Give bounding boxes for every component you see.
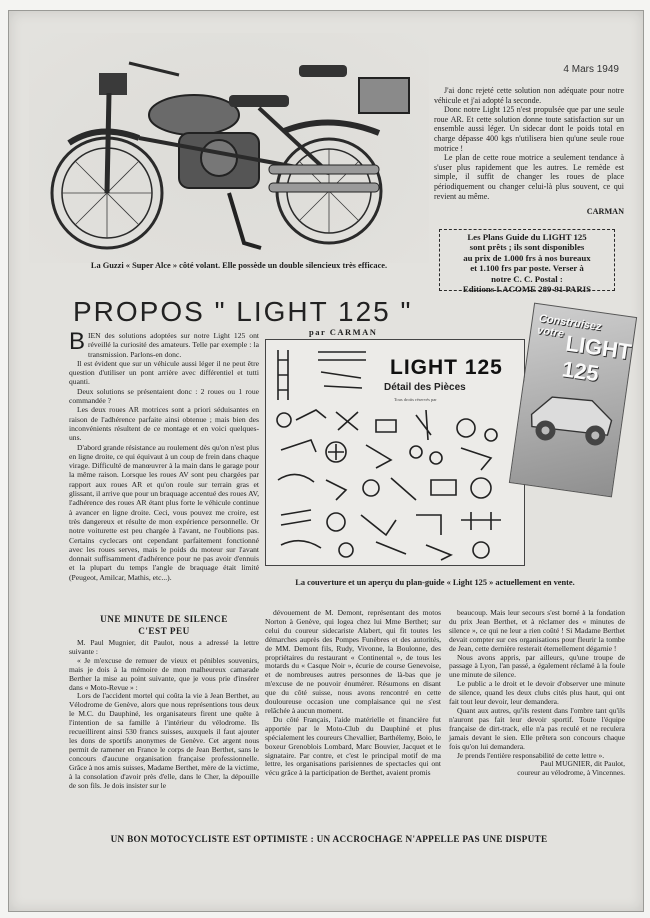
- paragraph: Quant aux autres, qu'ils restent dans l'ombre tant qu'ils n'auront pas fait leur devoir sportif. Toute l'équipe française de dirt-track, elle n'a pas reculé et ne reculera jamais devant le sien. Elle prêtera son concours chaque fois qu'on lui demandera.: [449, 705, 625, 751]
- headlamp: [99, 73, 127, 95]
- catalog-copyright: Tous droits réservés par: [394, 397, 437, 402]
- motorcycle-photo: [29, 33, 429, 263]
- advertisement-box: [439, 229, 615, 295]
- paragraph: Les deux roues AR motrices sont a priori séduisantes en raison de l'adhérence parfaite ainsi obtenue ; mais bien des inconvénients résultent de ce montage et en voici quelques-uns.: [69, 405, 259, 443]
- saddle: [229, 95, 289, 107]
- article-title: PROPOS " LIGHT 125 ": [73, 296, 413, 327]
- parts-catalog-image: [265, 339, 525, 566]
- ad-line: au prix de 1.000 frs à nos bureaux: [463, 252, 591, 263]
- fuel-tank: [149, 95, 239, 135]
- paragraph: Nous avons appris, par ailleurs, qu'une troupe de passage à Lyon, l'an passé, a également réclamé à la foule une minute de silence.: [449, 652, 625, 680]
- exhaust-silencer: [269, 183, 379, 192]
- motorcycle-illustration: [29, 33, 429, 263]
- letter-column-3: [449, 609, 625, 778]
- cover-caption: La couverture et un aperçu du plan-guide « Light 125 » actuellement en vente.: [295, 578, 575, 587]
- top-right-column: [434, 86, 624, 201]
- author-signature: CARMAN: [586, 207, 624, 216]
- letter-column-2: [265, 609, 441, 778]
- article-column: [69, 328, 259, 582]
- luggage-rack: [359, 78, 409, 113]
- guide-cover-image: [509, 303, 637, 498]
- paragraph: J'ai donc rejeté cette solution non adéquate pour notre véhicule et j'ai adopté la seconde.: [434, 86, 624, 105]
- photo-caption: La Guzzi « Super Alce » côté volant. Elle possède un double silencieux très efficace.: [90, 261, 388, 270]
- ad-line: sont prêts ; ils sont disponibles: [469, 242, 585, 253]
- drop-cap: B: [69, 328, 86, 355]
- paragraph: Je prends l'entière responsabilité de cette lettre ».: [457, 750, 605, 760]
- issue-date: 4 Mars 1949: [563, 64, 619, 75]
- heading-line: C'EST PEU: [138, 626, 190, 636]
- catalog-title: LIGHT 125: [390, 356, 503, 379]
- section-heading: [69, 613, 259, 637]
- letter-column-1: [69, 639, 259, 790]
- catalog-subtitle: Détail des Pièces: [384, 382, 466, 393]
- lead-paragraph: [69, 328, 259, 359]
- ad-line: et 1.100 frs par poste. Verser à: [470, 263, 584, 274]
- footer-slogan: UN BON MOTOCYCLISTE EST OPTIMISTE : UN ACCROCHAGE N'APPELLE PAS UNE DISPUTE: [110, 834, 548, 844]
- magazine-page: [8, 10, 644, 912]
- article-byline: par CARMAN: [309, 327, 378, 337]
- lead-text: IEN des solutions adoptées sur notre Light 125 ont réveillé la curiosité des amateurs. Telle par exemple : la transmission. Parlons-en donc.: [88, 331, 259, 359]
- paragraph: M. Paul Mugnier, dit Paulot, nous a adressé la lettre suivante :: [69, 638, 259, 656]
- letter-signature: Paul MUGNIER, dit Paulot,: [540, 759, 625, 769]
- paragraph: dévouement de M. Demont, représentant des motos Norton à Genève, qui logea chez lui Mme Berthet; sur celui du coureur sidecariste Alabert, qui fit toutes les démarches auprès des Pompes Funèbres et des autorités, de MM. Demont fils, Rudy, Vivonne, la Boulonne, des propriétaires du restaurant « Continental », de tous les motards du « Casque Noir », écurie de course Genevoise, et de nombreuses autres personnes de là-bas que je m'excuse de ne pouvoir énumérer. Résumons en disant que du côté suisse, nous avons rencontré en cette douloureuse occasion une complaisance qui ne s'est relâchée à aucun moment.: [265, 608, 441, 715]
- ad-line: notre C. C. Postal :: [491, 273, 563, 284]
- ad-line: Editions LACOME 289-91 PARIS: [462, 284, 592, 295]
- paragraph: Le plan de cette roue motrice a seulement tendance à s'user plus rapidement que les autres. Le remède est simple, il suffit de changer les roues de place périodiquement ou changer celui-là plus souvent, ce qui revient au même.: [434, 153, 624, 201]
- letter-signature-detail: coureur au vélodrome, à Vincennes.: [517, 768, 625, 778]
- paragraph: Du côté Français, l'aide matérielle et financière fut apportée par le Moto-Club du Dauphiné et plus spécialement les coureurs Chevallier, Barthélemy, Boio, le boxeur Grenoblois Lombard, Marc Bouvier, Jacquet et le signataire. Par contre, et c'est le principal motif de ma lettre, les organisations parisiennes de spectacles qui ont vécu grâce à la participation de Berthet, avaient promis: [265, 714, 441, 778]
- paragraph: beaucoup. Mais leur secours s'est borné à la fondation du prix Jean Berthet, et à réclamer des « minutes de silence », ce qui ne leur a rien coûté ! Si Madame Berthet devait compter sur ces organisations pour fleurir la tombe de Jean, cette dernière resterait éternellement dégarnie !: [449, 608, 625, 653]
- cover-model: LIGHT 125: [560, 330, 633, 387]
- cover-car-drawing: [510, 304, 636, 496]
- paragraph: Le public a le droit et le devoir d'observer une minute de silence, quand les deux clubs cités plus haut, qui ont fait tout leur devoir, leur demandera.: [449, 679, 625, 707]
- cover-title: Construisez votre: [536, 312, 603, 341]
- paragraph: Deux solutions se présentaient donc : 2 roues ou 1 roue commandée ?: [69, 386, 259, 406]
- paragraph: « Je m'excuse de remuer de vieux et pénibles souvenirs, mais je dois à la mémoire de mon malheureux camarade Berther la mise au point suivante, que je vous prie d'insérer dans « Moto-Revue » :: [69, 655, 259, 692]
- heading-line: UNE MINUTE DE SILENCE: [100, 614, 228, 624]
- paragraph: D'abord grande résistance au roulement dès qu'on n'est plus en ligne droite, ce qui équivaut à un coup de frein dans chaque virage. Difficulté de manœuvrer à la main dans le garage pour la même raison. Lorsque les roues AV sont peu chargées par rapport aux roues AR et qu'on roule sur terrain gras et glissant, il arrive que pour un braquage accentué des roues AV, l'adhérence des roues AR étant plus forte le véhicule continue à avancer en ligne droite. Ceci, vous pouvez me croire, est très dangereux et résulte de mon expérience personnelle. Or notre voiturette est peu chargée à l'avant, ne l'oublions pas. Certains cyclecars ont cependant parfaitement fonctionné avec les roues serves, mais le poids du moteur sur l'avant donnait suffisamment d'adhérence pour ne pas avoir d'ennuis et la plupart du temps l'angle de braquage était limité (Peugeot, Amilcar, Mathis, etc...).: [69, 442, 259, 582]
- paragraph: Donc notre Light 125 n'est propulsée que par une seule roue AR. Et cette solution donne toute satisfaction sur un ensemble aussi léger. Un sidecar dont le poids total en charge dépasse 400 kgs n'utilisera bien qu'une seule roue motrice !: [434, 105, 624, 153]
- paragraph: Lors de l'accident mortel qui coûta la vie à Jean Berthet, au Vélodrome de Genève, alors que nous représentions tous deux le M.C. du Dauphiné, les organisateurs firent une quête à l'intention de sa famille à l'intérieur du vélodrome. Ils recueillirent ainsi 530 francs suisses, auxquels il faut ajouter les dons de sportifs anonymes de Genève. Cet argent nous permit de ramener en France le corps de Jean Berthet, sans le concours d'aucune organisation française professionnelle. Grâce à nos amis suisses, Madame Berthet, mère de la victime, à la consolation d'avoir près d'elle, dans le Cher, la dépouille de son fils. Je dois insister sur le: [69, 691, 259, 790]
- paragraph: Il est évident que sur un véhicule aussi léger il ne peut être question d'utiliser un pont arrière avec différentiel et tutti quanti.: [69, 358, 259, 387]
- ad-line: Les Plans Guide du LIGHT 125: [467, 232, 587, 242]
